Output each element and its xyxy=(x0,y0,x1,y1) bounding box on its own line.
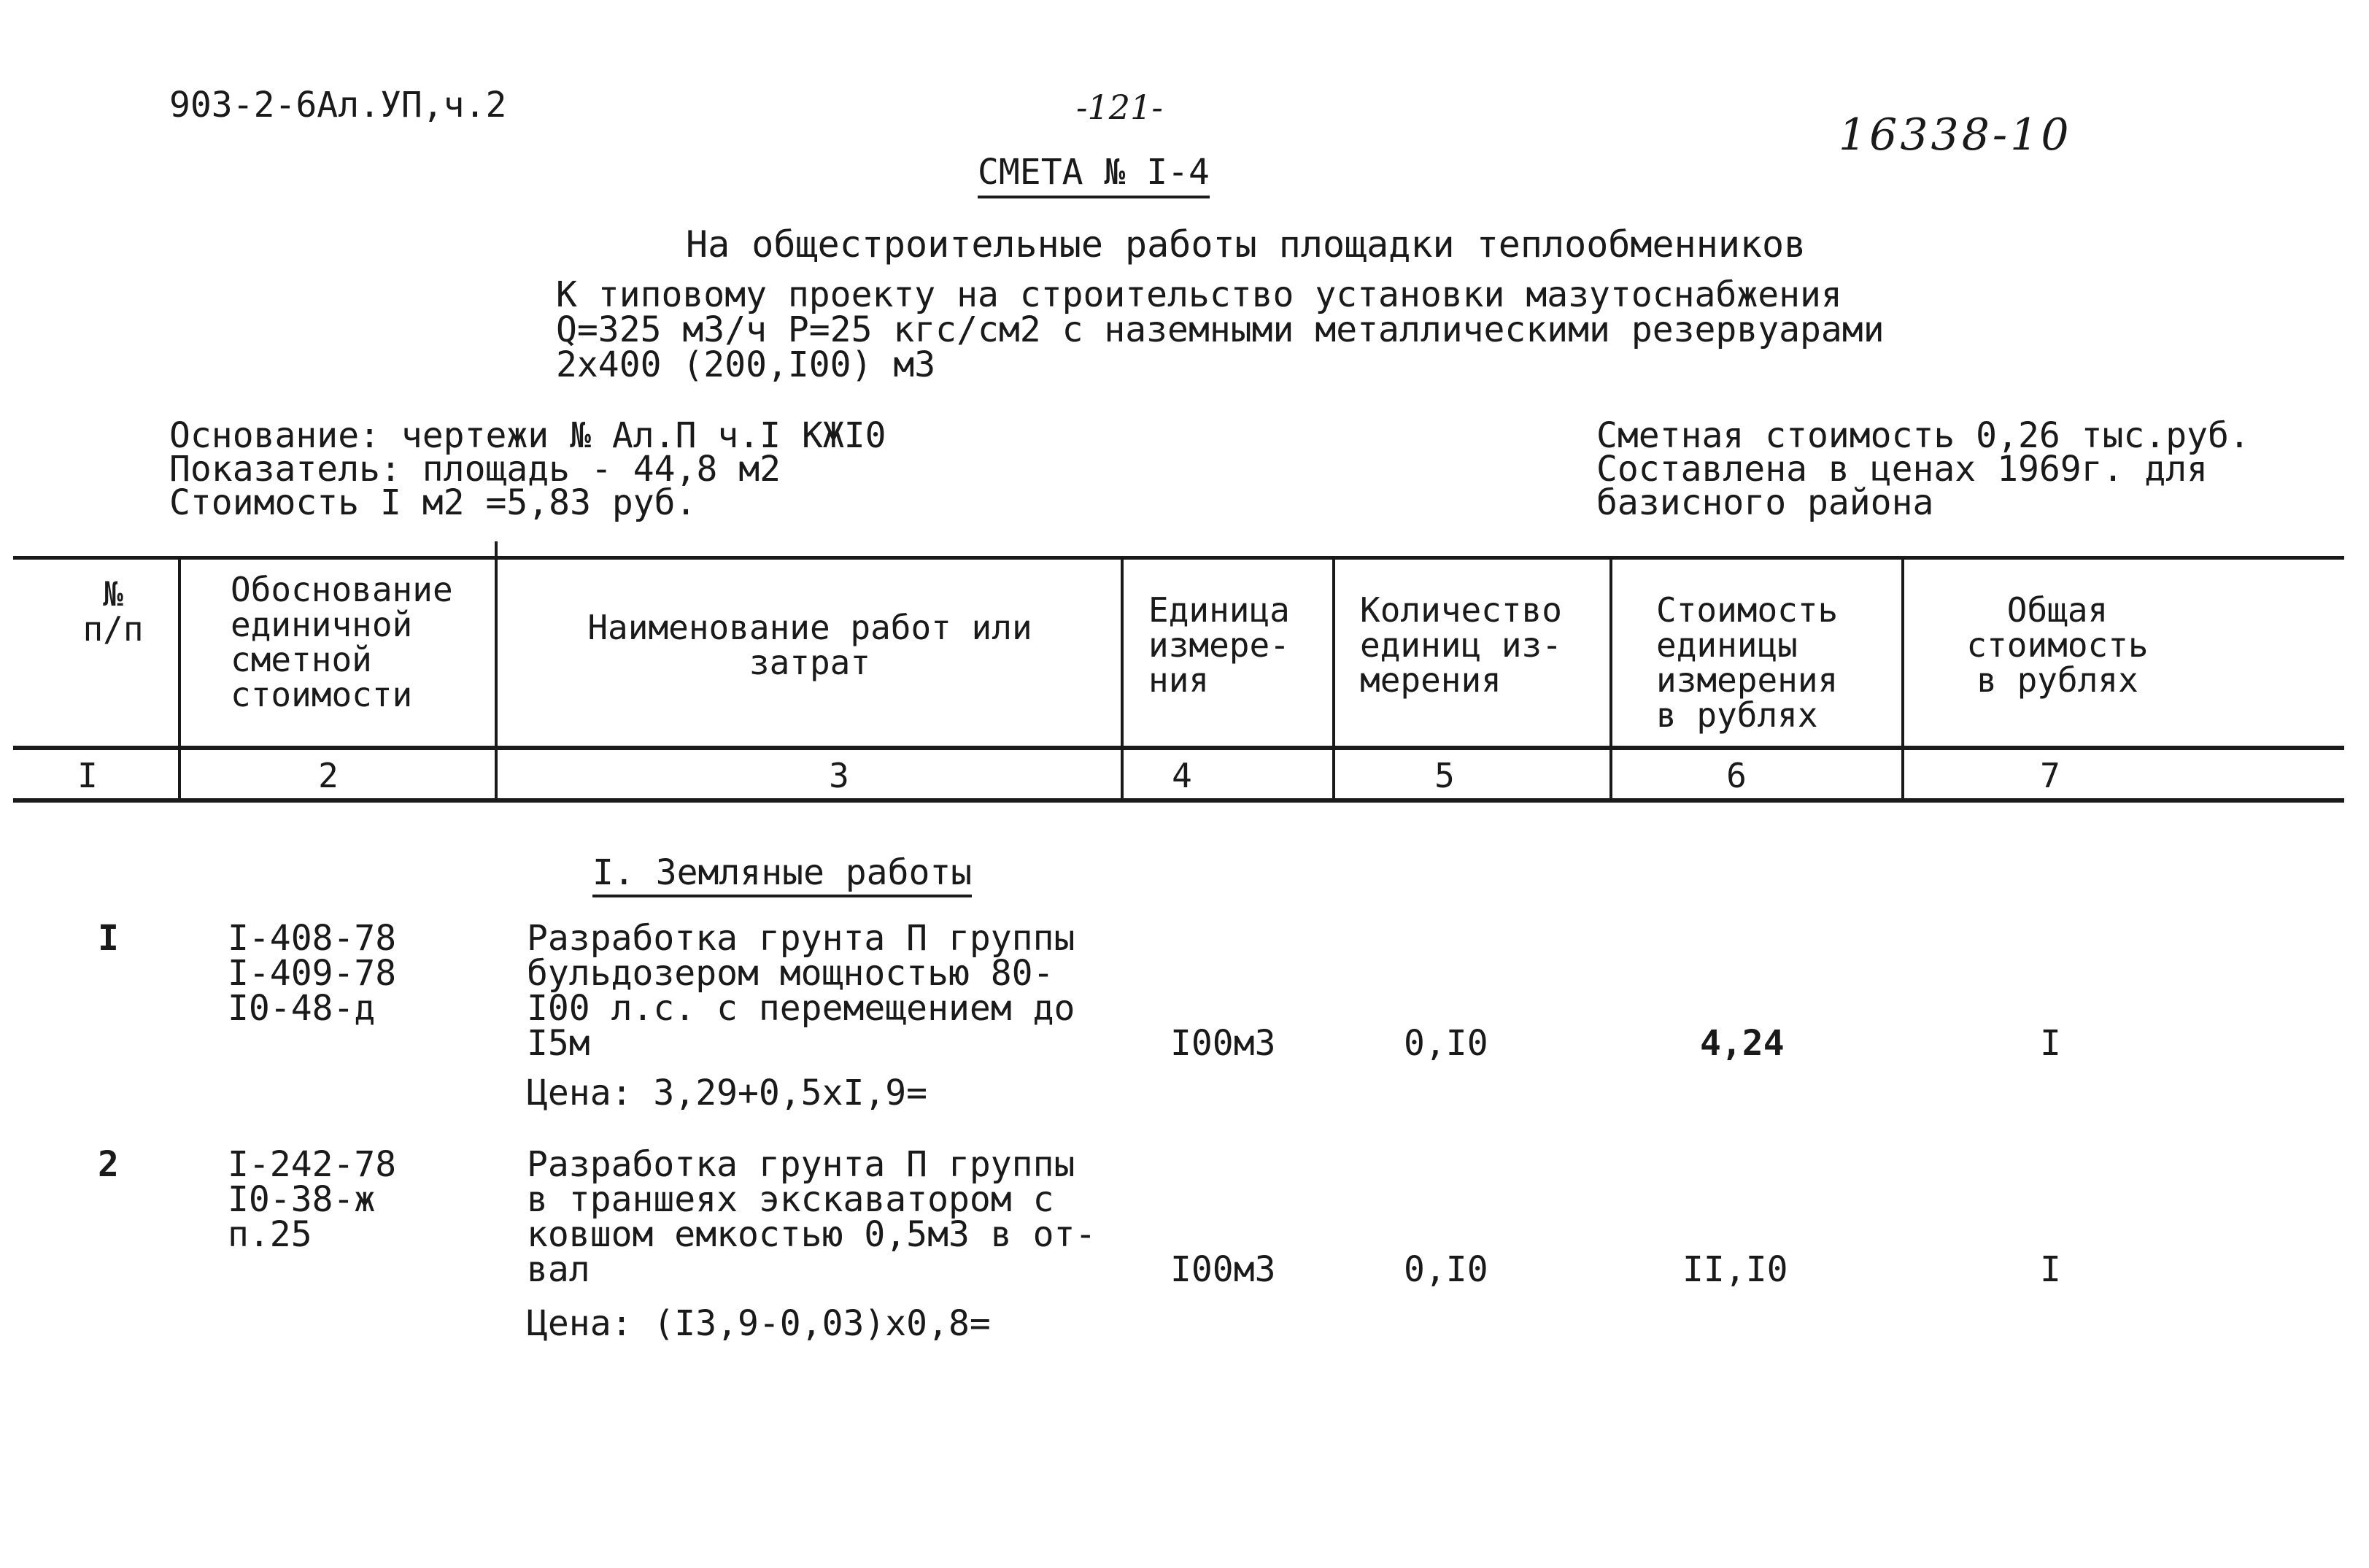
row-unit-cost: II,I0 xyxy=(1682,1249,1788,1290)
column-number: 2 xyxy=(318,756,339,795)
basis-info xyxy=(169,415,886,523)
region-line: базисного района xyxy=(1596,482,1934,523)
row-number: 2 xyxy=(98,1144,119,1185)
project-line: 2х400 (200,I00) м3 xyxy=(556,344,936,385)
row-unit-cost: 4,24 xyxy=(1700,1023,1785,1064)
row-price-formula: Цена: (I3,9-0,03)х0,8= xyxy=(527,1303,991,1344)
col-divider xyxy=(495,541,498,801)
header-basis: Обоснование единичной сметной стоимости xyxy=(231,570,453,714)
table-top-border xyxy=(13,556,2344,560)
header-quantity: Количество единиц из- мерения xyxy=(1360,590,1562,700)
header-unit-cost: Стоимость единицы измерения в рублях xyxy=(1656,590,1839,735)
project-line: Q=325 м3/ч Р=25 кгс/см2 с наземными металлическими резервуарами xyxy=(556,309,1885,350)
row-work-name: Разработка грунта П группы в траншеях экскаватором с ковшом емкостью 0,5м3 в от- вал xyxy=(527,1144,1097,1290)
estimate-cost-info xyxy=(1596,415,2250,523)
col-divider xyxy=(1121,556,1124,801)
row-total: I xyxy=(2040,1249,2061,1290)
handwritten-stamp: 16338-10 xyxy=(1839,109,2072,161)
table-colnum-border xyxy=(13,798,2344,803)
column-number: 7 xyxy=(2040,756,2060,795)
header-number: № п/п xyxy=(82,574,144,649)
row-price-formula: Цена: 3,29+0,5хI,9= xyxy=(527,1073,928,1113)
row-quantity: 0,I0 xyxy=(1404,1249,1488,1290)
header-total-cost: Общая стоимость в рублях xyxy=(1966,590,2149,700)
column-number: 3 xyxy=(829,756,849,795)
row-work-name: Разработка грунта П группы бульдозером мощностью 80- I00 л.с. с перемещением до I5м xyxy=(527,918,1075,1064)
column-number: 6 xyxy=(1726,756,1747,795)
basis-line: Основание: чертежи № Ал.П ч.I КЖI0 xyxy=(169,415,886,456)
project-line: К типовому проекту на строительство установки мазутоснабжения xyxy=(556,274,1842,315)
estimate-subtitle: На общестроительные работы площадки теплообменников xyxy=(686,223,1806,266)
column-number: 5 xyxy=(1434,756,1455,795)
row-total: I xyxy=(2040,1023,2061,1064)
estimate-cost-line: Сметная стоимость 0,26 тыс.руб. xyxy=(1596,415,2250,456)
document-code: 903-2-6Ал.УП,ч.2 xyxy=(169,85,507,125)
row-basis: I-408-78 I-409-78 I0-48-д xyxy=(228,918,397,1029)
project-description xyxy=(556,274,1885,385)
col-divider xyxy=(178,556,181,801)
column-number: I xyxy=(77,756,98,795)
prices-year-line: Составлена в ценах 1969г. для xyxy=(1596,449,2208,490)
cost-per-m2-line: Стоимость I м2 =5,83 руб. xyxy=(169,482,697,523)
row-quantity: 0,I0 xyxy=(1404,1023,1488,1064)
section-title: I. Земляные работы xyxy=(592,852,972,897)
row-unit: I00м3 xyxy=(1170,1249,1276,1290)
indicator-line: Показатель: площадь - 44,8 м2 xyxy=(169,449,781,490)
row-basis: I-242-78 I0-38-ж п.25 xyxy=(228,1144,397,1255)
header-unit: Единица измере- ния xyxy=(1148,590,1290,700)
row-number: I xyxy=(98,918,119,959)
col-divider xyxy=(1609,556,1612,801)
estimate-title: СМЕТА № I-4 xyxy=(978,152,1210,198)
column-number: 4 xyxy=(1172,756,1192,795)
col-divider xyxy=(1901,556,1904,801)
page-number: -121- xyxy=(1076,88,1163,127)
table-header-border xyxy=(13,746,2344,750)
header-work-name: Наименование работ или затрат xyxy=(587,608,1032,682)
row-unit: I00м3 xyxy=(1170,1023,1276,1064)
col-divider xyxy=(1332,556,1335,801)
